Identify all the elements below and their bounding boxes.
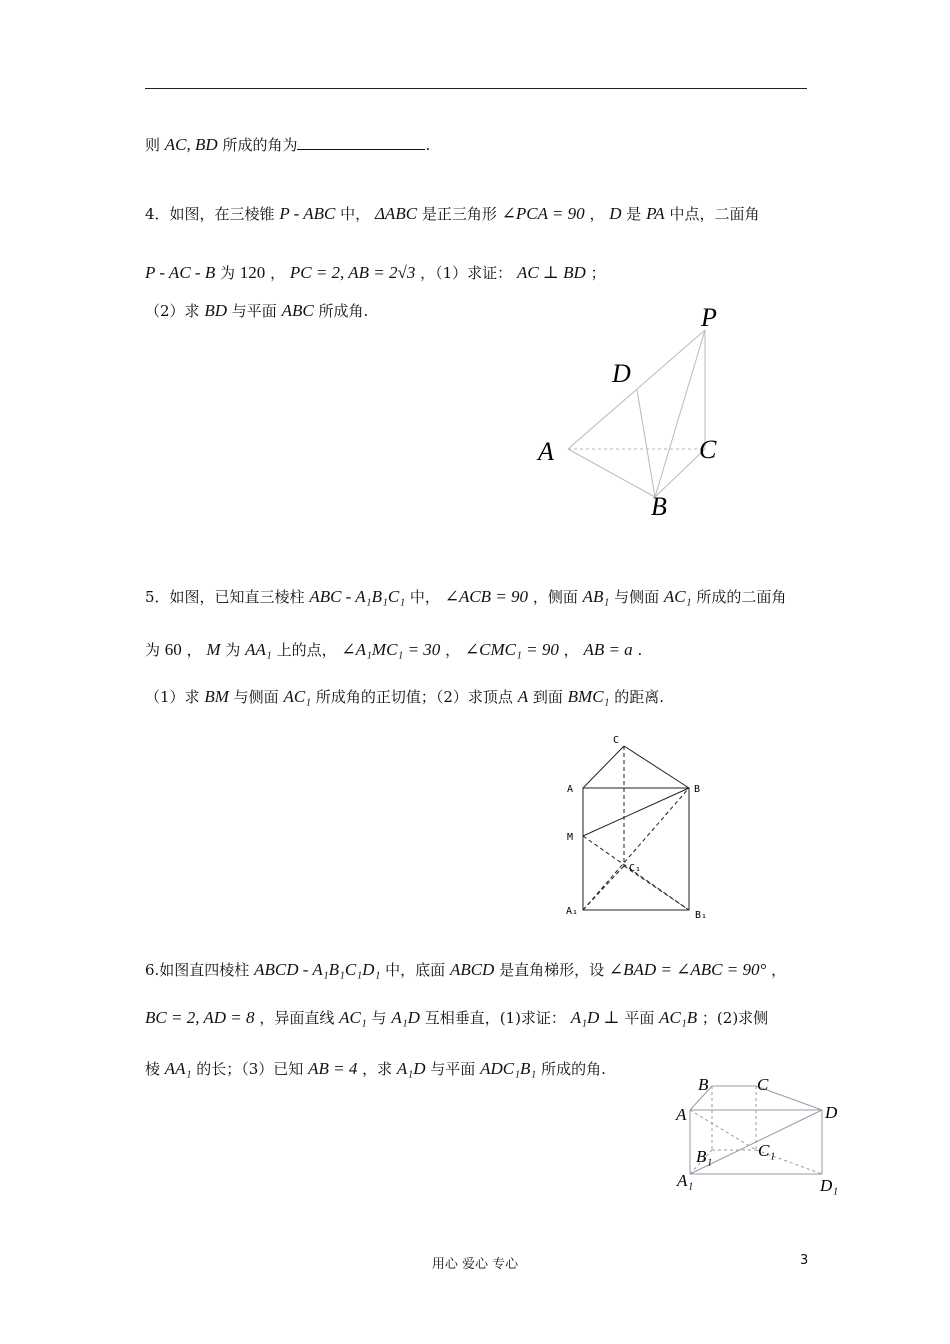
math: A₁D ⊥ bbox=[570, 1008, 620, 1027]
label-B: B bbox=[694, 784, 701, 795]
edge-AC1 bbox=[690, 1110, 756, 1150]
math: ADC₁B₁ bbox=[480, 1059, 537, 1078]
math: AC ⊥ BD bbox=[516, 263, 586, 282]
label-B1: B₁ bbox=[696, 1147, 713, 1166]
text: 5．如图，已知直三棱柱 bbox=[145, 588, 305, 606]
math: AB₁ bbox=[582, 587, 610, 606]
label-M: M bbox=[567, 832, 574, 843]
math: ∠A₁MC₁ = 30 bbox=[341, 640, 441, 659]
label-B: B bbox=[698, 1075, 709, 1094]
label-A: A bbox=[538, 437, 554, 466]
math: BD bbox=[204, 301, 227, 320]
text: 与 bbox=[371, 1009, 387, 1027]
math: D bbox=[609, 204, 622, 223]
text: 是 bbox=[626, 205, 642, 223]
text: 的距离. bbox=[614, 688, 665, 706]
label-D1: D₁ bbox=[820, 1176, 839, 1195]
text: 互相垂直，(1)求证： bbox=[424, 1009, 566, 1027]
text: （2）求 bbox=[145, 302, 200, 320]
text: 6.如图直四棱柱 bbox=[145, 961, 250, 979]
label-A1: A₁ bbox=[677, 1171, 694, 1190]
text: 与侧面 bbox=[233, 688, 279, 706]
text: ，求 bbox=[362, 1060, 393, 1078]
text: 是直角梯形，设 bbox=[499, 961, 605, 979]
text: 所成的二面角 bbox=[696, 588, 787, 606]
text: 为 bbox=[145, 641, 161, 659]
text: 上的点， bbox=[276, 641, 337, 659]
math: BC = 2, AD = 8 bbox=[145, 1008, 255, 1027]
text: ； bbox=[590, 264, 606, 282]
math: ABC bbox=[281, 301, 314, 320]
label-C1: C₁ bbox=[629, 863, 642, 874]
text: 则 bbox=[145, 136, 161, 154]
label-B: B bbox=[651, 492, 667, 521]
math: A₁D bbox=[396, 1059, 426, 1078]
text: 中， bbox=[340, 205, 371, 223]
text: ， bbox=[589, 205, 605, 223]
math: PA bbox=[646, 204, 665, 223]
math: BM bbox=[204, 687, 229, 706]
math: ABC - A₁B₁C₁ bbox=[309, 587, 406, 606]
math: AB = a bbox=[583, 640, 633, 659]
math: BMC₁ bbox=[567, 687, 610, 706]
text: 到面 bbox=[532, 688, 563, 706]
math: ∠ACB = 90 bbox=[444, 587, 529, 606]
text: . bbox=[425, 136, 431, 154]
label-A1: A₁ bbox=[566, 906, 579, 917]
math: ΔABC bbox=[374, 204, 418, 223]
math: P - AC - B bbox=[145, 263, 216, 282]
page-number: 3 bbox=[800, 1253, 809, 1268]
math: AC₁ bbox=[663, 587, 692, 606]
label-C: C bbox=[613, 735, 620, 746]
label-D: D bbox=[825, 1103, 838, 1122]
label-B1: B₁ bbox=[695, 910, 708, 921]
label-A: A bbox=[567, 784, 574, 795]
math: AC, BD bbox=[164, 135, 218, 154]
math: P - ABC bbox=[279, 204, 336, 223]
text: （1）求 bbox=[145, 688, 200, 706]
page-footer: 用心 爱心 专心 bbox=[431, 1257, 519, 1272]
text: 中点，二面角 bbox=[669, 205, 760, 223]
math: PC = 2, AB = 2√3 bbox=[289, 263, 416, 282]
text: ，异面直线 bbox=[259, 1009, 335, 1027]
text: 所成角的正切值；（2）求顶点 bbox=[315, 688, 513, 706]
text: 4．如图，在三棱锥 bbox=[145, 205, 275, 223]
text: ， bbox=[771, 961, 787, 979]
math: AB = 4 bbox=[308, 1059, 358, 1078]
math: M bbox=[206, 640, 221, 659]
text: 平面 bbox=[624, 1009, 655, 1027]
text: 棱 bbox=[145, 1060, 161, 1078]
text: ，（1）求证： bbox=[420, 264, 513, 282]
label-D: D bbox=[612, 359, 631, 388]
text: 所成的角. bbox=[541, 1060, 606, 1078]
text: 中，底面 bbox=[385, 961, 446, 979]
math: AA₁ bbox=[164, 1059, 192, 1078]
text: ，侧面 bbox=[532, 588, 578, 606]
math: ABCD bbox=[449, 960, 495, 979]
math: A₁D bbox=[391, 1008, 420, 1027]
text: 为 bbox=[219, 264, 235, 282]
label-P: P bbox=[701, 303, 717, 332]
text: 为 bbox=[225, 641, 241, 659]
text: 中， bbox=[409, 588, 440, 606]
label-C: C bbox=[699, 435, 717, 464]
math: 120 bbox=[239, 263, 266, 282]
math: ABCD - A₁B₁C₁D₁ bbox=[254, 960, 381, 979]
math: AA₁ bbox=[245, 640, 272, 659]
label-C1: C₁ bbox=[758, 1141, 776, 1160]
text: 所成的角为 bbox=[222, 136, 298, 154]
text: 是正三角形 bbox=[421, 205, 497, 223]
text: ， bbox=[186, 641, 202, 659]
math: A bbox=[517, 687, 529, 706]
text: 所成角. bbox=[318, 302, 369, 320]
math: ∠CMC₁ = 90 bbox=[464, 640, 559, 659]
math: AC₁ bbox=[339, 1008, 367, 1027]
math: ∠PCA = 90 bbox=[501, 204, 585, 223]
math: AC₁B bbox=[659, 1008, 698, 1027]
math: AC₁ bbox=[283, 687, 312, 706]
text: 与平面 bbox=[430, 1060, 476, 1078]
label-A: A bbox=[676, 1105, 687, 1124]
text: 的长；（3）已知 bbox=[196, 1060, 304, 1078]
text: ， bbox=[270, 264, 286, 282]
text: ， bbox=[445, 641, 461, 659]
math: 60 bbox=[164, 640, 182, 659]
math: ∠BAD = ∠ABC = 90° bbox=[608, 960, 767, 979]
text: 与平面 bbox=[231, 302, 277, 320]
text: 与侧面 bbox=[614, 588, 660, 606]
text: . bbox=[637, 641, 643, 659]
label-C: C bbox=[757, 1075, 769, 1094]
text: ， bbox=[563, 641, 579, 659]
text: ；(2)求侧 bbox=[701, 1009, 769, 1027]
